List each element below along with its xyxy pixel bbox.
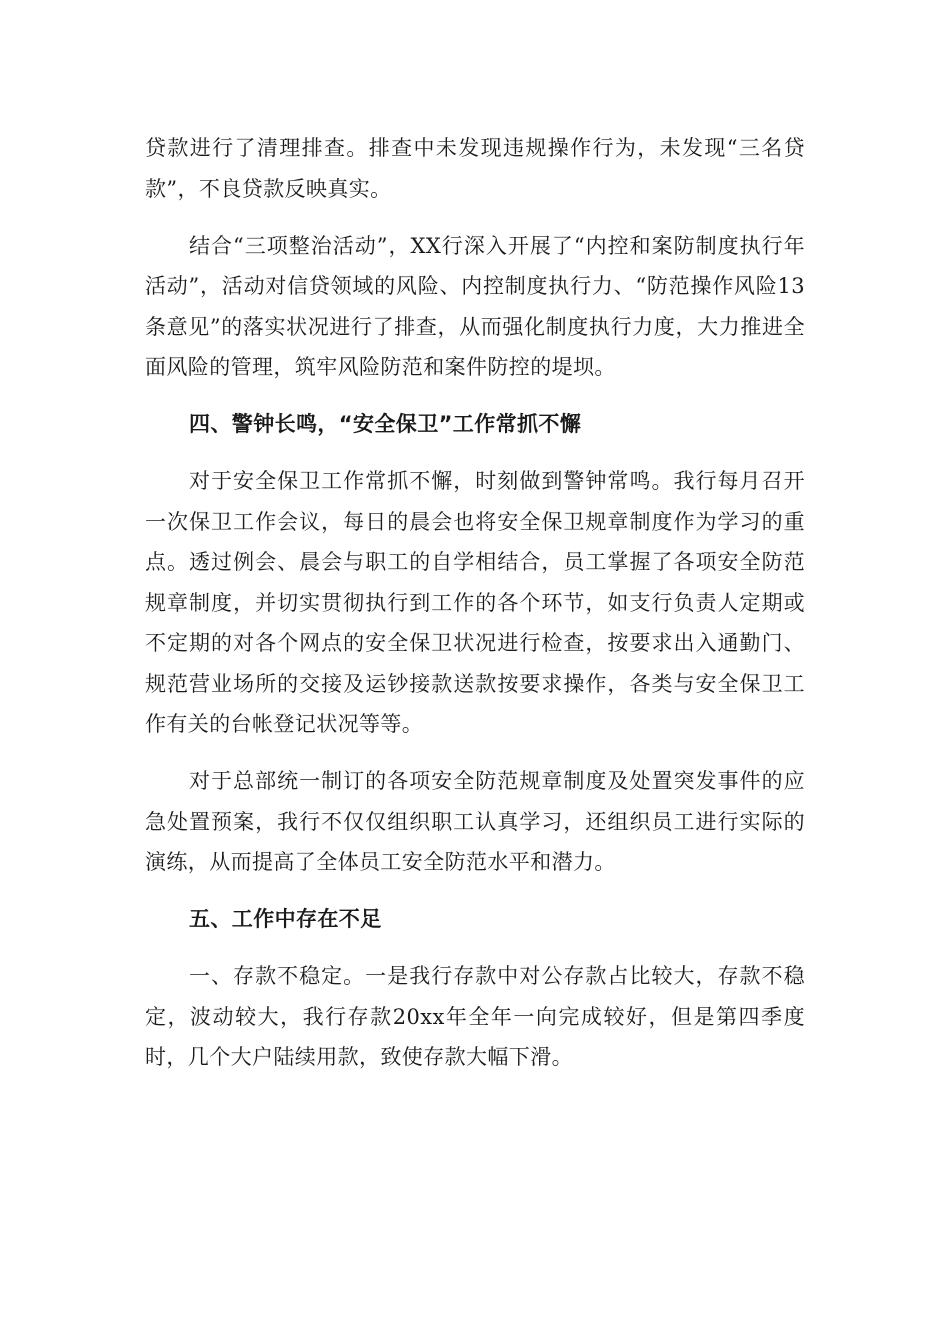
paragraph-emergency-plan: 对于总部统一制订的各项安全防范规章制度及处置突发事件的应急处置预案，我行不仅仅组织职工认真学习，还组织员工进行实际的演练，从而提高了全体员工安全防范水平和潜力。: [145, 769, 805, 874]
section-heading-shortcomings: 五、工作中存在不足: [189, 907, 382, 931]
section-heading-security: 四、警钟长鸣，“安全保卫”工作常抓不懈: [189, 412, 582, 436]
paragraph-security-work: 对于安全保卫工作常抓不懈，时刻做到警钟常鸣。我行每月召开一次保卫工作会议，每日的晨会也将安全保卫规章制度作为学习的重点。透过例会、晨会与职工的自学相结合，员工掌握了各项安全防范规章制度，并切实贯彻执行到工作的各个环节，如支行负责人定期或不定期的对各个网点的安全保卫状况进行检查，按要求出入通勤门、规范营业场所的交接及运钞接款送款按要求操作，各类与安全保卫工作有关的台帐登记状况等等。: [145, 469, 805, 736]
paragraph-internal-control: 结合“三项整治活动”，XX行深入开展了“内控和案防制度执行年活动”，活动对信贷领域的风险、内控制度执行力、“防范操作风险13条意见”的落实状况进行了排查，从而强化制度执行力度，大力推进全面风险的管理，筑牢风险防范和案件防控的堤坝。: [145, 233, 805, 379]
document-body: [145, 128, 805, 1094]
paragraph-loan-check: 贷款进行了清理排查。排查中未发现违规操作行为，未发现“三名贷款”，不良贷款反映真实。: [145, 136, 805, 201]
paragraph-deposit-instability: 一、存款不稳定。一是我行存款中对公存款占比较大，存款不稳定，波动较大，我行存款20xx年全年一向完成较好，但是第四季度时，几个大户陆续用款，致使存款大幅下滑。: [145, 964, 805, 1069]
